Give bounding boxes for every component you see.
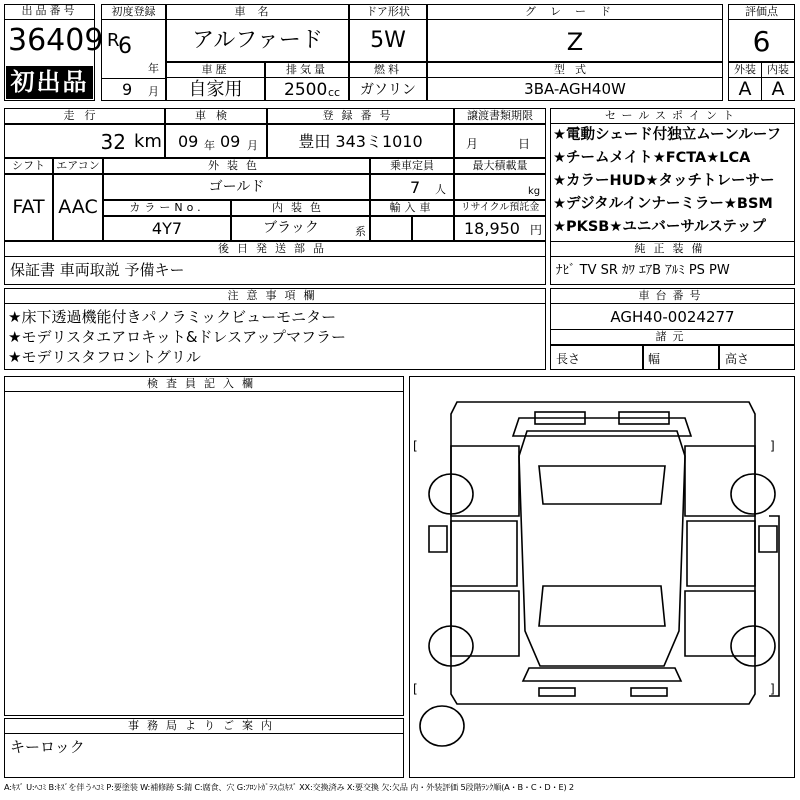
interior-color-suffix: 系 [355, 225, 366, 238]
registration-month: 9 [122, 80, 133, 99]
sales-point-item: ★チームメイト★FCTA★LCA [553, 150, 751, 166]
dimension-length-label: 長さ [556, 352, 581, 366]
first-listing-badge: 初出品 [6, 66, 93, 99]
registration-month-unit: 月 [148, 85, 159, 98]
sales-point-item: ★デジタルインナーミラー★BSM [553, 196, 773, 212]
inspection-label: 車検 [165, 108, 267, 124]
recycle-value: 18,950 [464, 219, 520, 238]
inspector-box [4, 376, 404, 716]
max-load-unit: kg [528, 186, 541, 197]
registration-era: R [107, 30, 120, 51]
history-value: 自家用 [188, 79, 243, 100]
exterior-color-value: ゴールド [208, 179, 265, 195]
exterior-grade-label: 外装 [728, 62, 762, 78]
registration-year: 6 [118, 34, 132, 59]
fuel-value: ガソリン [360, 82, 416, 98]
inspection-month: 09 [220, 132, 241, 151]
doors-label: ドア形状 [349, 4, 427, 20]
bracket-right-front: ] [770, 439, 775, 453]
lot-label: 出品番号 [21, 4, 78, 17]
recycle-label: リサイクル預託金 [454, 200, 546, 216]
equipment-value: ﾅﾋﾞ TV SR ｶﾜ ｴｱB ｱﾙﾐ PS PW [556, 263, 730, 278]
dimension-height-label: 高さ [725, 352, 750, 366]
car-name-label: 車名 [166, 4, 349, 20]
transfer-deadline-day-unit: 日 [518, 137, 531, 151]
office-label: 事務局よりご案内 [4, 718, 404, 734]
mileage-value: 32 [100, 130, 126, 154]
registration-no-label: 登録番号 [267, 108, 454, 124]
office-value: キーロック [10, 738, 85, 756]
sales-point-item: ★電動シェード付独立ムーンルーフ [553, 127, 782, 143]
model-label: 型式 [427, 62, 723, 78]
aircon-value: AAC [58, 196, 98, 218]
color-no-value: 4Y7 [151, 219, 183, 238]
sales-points-label: セールスポイント [550, 108, 795, 124]
score-value: 6 [752, 25, 771, 58]
note-item: ★床下透過機能付きパノラミックビューモニター [8, 308, 337, 326]
chassis-label: 車台番号 [550, 288, 795, 304]
color-no-label: カラーNo. [103, 200, 231, 216]
shift-value: FAT [12, 196, 45, 218]
recycle-unit: 円 [530, 223, 543, 237]
exterior-color-label: 外装色 [103, 158, 370, 174]
sales-point-item: ★カラーHUD★タッチトレーサー [553, 173, 775, 189]
grade-label: グレード [427, 4, 723, 20]
bracket-left-front: [ [413, 439, 418, 453]
note-item: ★モデリスタフロントグリル [8, 348, 201, 366]
sales-point-item: ★PKSB★ユニバーサルステップ [553, 219, 766, 235]
score-label: 評価点 [728, 4, 795, 20]
bracket-right-rear: ] [770, 682, 775, 696]
later-parts-label: 後日発送部品 [4, 241, 546, 257]
doors-value: 5W [370, 28, 406, 53]
interior-grade-value: A [771, 78, 785, 100]
dimension-width-label: 幅 [648, 352, 661, 366]
first-registration-label: 初度登録 [101, 4, 166, 20]
registration-no-value: 豊田 343ミ1010 [298, 132, 423, 151]
fuel-label: 燃料 [349, 62, 427, 78]
transfer-deadline-label: 譲渡書類期限 [454, 108, 546, 124]
later-parts-value: 保証書 車両取説 予備キー [10, 261, 185, 279]
legend-text: A:ｷｽﾞ U:ﾍｺﾐ B:ｷｽﾞを伴うﾍｺﾐ P:要塗装 W:補修跡 S:錆 C:腐食、穴 G:ﾌﾛﾝﾄｶﾞﾗｽ点ｷｽﾞ XX:交換済み X:要交換 欠:欠品 内・外装評価 5段階ﾗﾝｸ順(A・B・C・D・E) 2 [4, 782, 574, 792]
max-load-label: 最大積載量 [454, 158, 546, 174]
registration-year-unit: 年 [148, 62, 159, 75]
displacement-value: 2500 [284, 80, 328, 100]
capacity-label: 乗車定員 [370, 158, 454, 174]
car-name-value: アルファード [192, 28, 323, 53]
mileage-unit: km [134, 131, 162, 152]
interior-color-value: ブラック [263, 220, 319, 236]
interior-grade-label: 内装 [761, 62, 795, 78]
bracket-left-rear: [ [413, 682, 418, 696]
exterior-grade-value: A [738, 78, 752, 100]
inspection-month-unit: 月 [247, 139, 258, 152]
notes-label: 注意事項欄 [4, 288, 546, 304]
chassis-value: AGH40-0024277 [610, 308, 735, 326]
model-value: 3BA-AGH40W [524, 80, 626, 98]
shift-label: シフト [4, 158, 53, 174]
grade-value: Z [566, 28, 584, 56]
aircon-label: エアコン [53, 158, 103, 174]
dimensions-label: 諸元 [550, 329, 795, 345]
lot-number: 36409 [8, 23, 104, 58]
inspection-year: 09 [178, 132, 199, 151]
capacity-unit: 人 [435, 183, 446, 196]
mileage-label: 走行 [4, 108, 165, 124]
transfer-deadline-month-unit: 月 [466, 137, 479, 151]
equipment-label: 純正装備 [550, 241, 795, 257]
inspector-label: 検査員記入欄 [4, 376, 404, 392]
import-label: 輸入車 [370, 200, 454, 216]
note-item: ★モデリスタエアロキット&ドレスアップマフラー [8, 328, 347, 346]
car-damage-diagram [409, 376, 795, 778]
displacement-label: 排気量 [265, 62, 349, 78]
capacity-value: 7 [410, 178, 421, 197]
inspection-year-unit: 年 [204, 139, 215, 152]
displacement-unit: cc [328, 86, 341, 99]
history-label: 車歴 [166, 62, 265, 78]
interior-color-label: 内装色 [231, 200, 370, 216]
